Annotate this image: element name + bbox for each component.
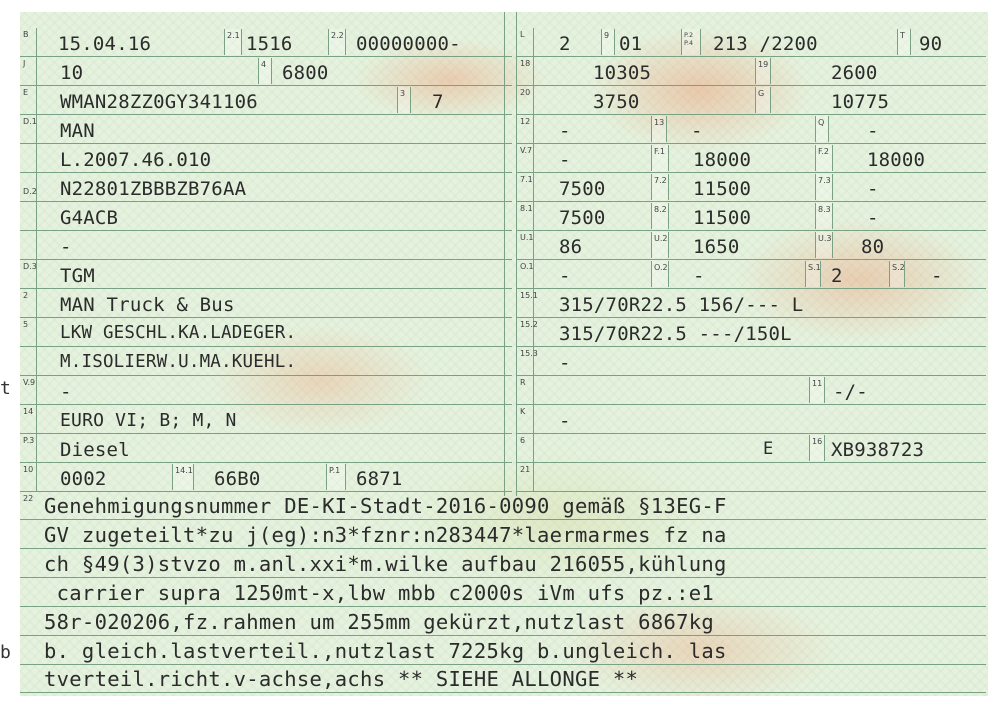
remarks-rule: [20, 519, 986, 520]
field-value: -: [693, 265, 705, 287]
field-value: LKW GESCHL.KA.LADEGER.: [60, 323, 297, 343]
field-row-B: [20, 28, 512, 57]
field-key: U.2: [651, 232, 669, 258]
field-value: 10: [60, 62, 84, 84]
field-value: 10305: [593, 62, 652, 84]
field-key: 2.1: [224, 29, 242, 55]
field-key: S.2: [889, 261, 905, 287]
field-key: 7.3: [815, 174, 833, 200]
field-row-V9: [20, 376, 512, 405]
remarks-line: ch §49(3)stvzo m.anl.xxi*m.wilke aufbau 216055,kühlung: [44, 552, 727, 576]
field-row-15-1: [517, 289, 986, 318]
field-key: 10: [20, 463, 37, 491]
field-key: 8.1: [517, 202, 534, 230]
scan-border-top: [0, 0, 1000, 12]
field-key: 20: [517, 86, 534, 114]
field-key: D.3: [20, 260, 37, 288]
field-value: -: [559, 410, 571, 432]
field-key: 9: [601, 29, 615, 55]
registration-date: 15.04.16: [58, 33, 152, 55]
field-row-D3: [20, 260, 512, 289]
field-row-12: [517, 115, 986, 144]
field-value: 7: [432, 91, 444, 113]
field-value: 11500: [693, 207, 752, 229]
remarks-line: Genehmigungsnummer DE-KI-Stadt-2016-0090 gemäß §13EG-F: [44, 494, 727, 518]
field-value: 18000: [867, 149, 926, 171]
field-row-10: [20, 463, 512, 492]
field-key: Q: [815, 116, 829, 142]
field-value: -: [867, 120, 879, 142]
field-key: 2: [20, 289, 37, 317]
field-key-spacer: [20, 347, 37, 375]
field-value: 01: [619, 33, 643, 55]
field-row-K: [517, 405, 986, 434]
field-value: 86: [559, 236, 583, 258]
field-row-2: [20, 289, 512, 318]
field-key: G: [755, 87, 771, 113]
field-row-20: [517, 86, 986, 115]
field-value: 7500: [559, 178, 606, 200]
field-value: 00000000-: [356, 33, 461, 55]
remarks-rule: [20, 577, 986, 578]
field-key: 14: [20, 405, 37, 433]
field-row-21: [517, 463, 986, 492]
field-value: 6871: [356, 468, 403, 490]
field-key: P.2 P.4: [681, 29, 701, 55]
tyre-value: 315/70R22.5 156/--- L: [559, 294, 804, 316]
field-value: -: [931, 265, 943, 287]
field-row-D2-3: [20, 202, 512, 231]
field-value: E: [763, 439, 774, 459]
field-key-spacer: [20, 144, 37, 173]
field-key: P.3: [20, 434, 37, 462]
field-key: 8.3: [815, 203, 833, 229]
field-key: J: [20, 57, 37, 85]
field-key: D.2: [20, 173, 37, 201]
field-row-14: [20, 405, 512, 434]
remarks-line: b. gleich.lastverteil.,nutzlast 7225kg b.ungleich. las: [44, 639, 727, 663]
field-key: 7.1: [517, 173, 534, 201]
field-value: -: [559, 352, 571, 374]
field-value: -: [559, 149, 571, 171]
field-key: 21: [517, 463, 534, 491]
field-value: -: [867, 207, 879, 229]
field-value: 66B0: [214, 468, 261, 490]
field-row-6: [517, 434, 986, 463]
margin-mark-b: b: [0, 642, 11, 663]
field-row-U1: [517, 231, 986, 260]
field-key: U.1: [517, 231, 534, 259]
field-key-spacer: [20, 231, 37, 259]
field-key: 5: [20, 318, 37, 346]
remarks-rule: [20, 548, 986, 549]
field-row-E: [20, 86, 512, 115]
field-row-8-1: [517, 202, 986, 231]
field-value: 2: [559, 33, 571, 55]
field-row-D2-1: [20, 144, 512, 173]
field-row-15-2: [517, 318, 986, 347]
tyre-value: 315/70R22.5 ---/150L: [559, 323, 792, 345]
field-value: MAN: [60, 120, 95, 142]
field-key: L: [517, 28, 534, 56]
field-key: V.9: [20, 376, 37, 404]
field-key: O.2: [651, 261, 669, 287]
field-row-7-1: [517, 173, 986, 202]
field-key: 13: [651, 116, 667, 142]
field-key: B: [20, 28, 37, 56]
field-key: P.1: [326, 464, 346, 490]
manufacturer-value: MAN Truck & Bus: [60, 294, 235, 316]
field-row-D1: [20, 115, 512, 144]
field-key: 14.1: [172, 464, 194, 490]
field-key: V.7: [517, 144, 534, 172]
remarks-rule: [20, 635, 986, 636]
field-key: S.1: [805, 261, 821, 287]
field-value: -/-: [833, 381, 868, 403]
field-key: 15.1: [517, 289, 534, 317]
field-row-R: [517, 376, 986, 405]
field-value: -: [559, 265, 571, 287]
field-value: -: [691, 120, 703, 142]
field-value: 3750: [593, 91, 640, 113]
field-value: 2600: [831, 62, 878, 84]
field-row-D2-2: [20, 173, 512, 202]
field-row-V7: [517, 144, 986, 173]
field-value: 213 /2200: [713, 33, 818, 55]
field-value: 2: [831, 265, 843, 287]
field-key: 19: [755, 58, 771, 84]
field-value: -: [60, 381, 72, 403]
field-value: 10775: [831, 91, 890, 113]
field-value: G4ACB: [60, 207, 119, 229]
remarks-rule: [20, 664, 986, 665]
field-key: 16: [809, 435, 825, 461]
field-key: 12: [517, 115, 534, 143]
scan-border-bottom: [0, 696, 1000, 712]
field-key: E: [20, 86, 37, 114]
field-row-5-1: [20, 318, 512, 347]
field-key: 15.3: [517, 347, 534, 375]
field-key-spacer: [20, 202, 37, 230]
field-key: T: [897, 29, 911, 55]
field-row-D2-4: [20, 231, 512, 260]
field-key: 22: [23, 494, 34, 503]
field-key: D.1: [20, 115, 37, 143]
field-value: 11500: [693, 178, 752, 200]
field-row-P3: [20, 434, 512, 463]
field-value: L.2007.46.010: [60, 149, 212, 171]
field-value: 18000: [693, 149, 752, 171]
field-row-J: [20, 57, 512, 86]
field-key: F.2: [815, 145, 833, 171]
scan-border-left: [0, 0, 20, 712]
field-key: 2.2: [328, 29, 346, 55]
field-value: TGM: [60, 265, 95, 287]
field-key: 3: [397, 87, 411, 113]
field-value: -: [60, 236, 72, 258]
field-key: R: [517, 376, 534, 404]
field-key: U.3: [815, 232, 833, 258]
field-value: M.ISOLIERW.U.MA.KUEHL.: [60, 352, 297, 372]
field-value: N22801ZBBBZB76AA: [60, 178, 247, 200]
remarks-line: 58r-020206,fz.rahmen um 255mm gekürzt,nutzlast 6867kg: [44, 610, 715, 634]
field-value: 1516: [246, 33, 293, 55]
field-value: EURO VI; B; M, N: [60, 410, 237, 431]
field-key: 11: [809, 377, 825, 403]
field-value: 6800: [282, 62, 329, 84]
remarks-line: tverteil.richt.v-achse,achs ** SIEHE ALLONGE **: [44, 667, 639, 691]
fuel-value: Diesel: [60, 439, 130, 461]
remarks-line: GV zugeteilt*zu j(eg):n3*fznr:n283447*laermarmes fz na: [44, 523, 727, 547]
field-value: 0002: [60, 468, 107, 490]
remarks-rule: [20, 692, 986, 693]
field-value: 1650: [693, 236, 740, 258]
field-row-18: [517, 57, 986, 86]
field-row-15-3: [517, 347, 986, 376]
field-row-L: [517, 28, 986, 57]
field-key: F.1: [651, 145, 669, 171]
field-key: 18: [517, 57, 534, 85]
field-row-5-2: [20, 347, 512, 376]
field-value: 7500: [559, 207, 606, 229]
field-value: -: [559, 120, 571, 142]
scan-border-right: [988, 0, 1000, 712]
field-key: 8.2: [651, 203, 669, 229]
remarks-line: carrier supra 1250mt-x,lbw mbb c2000s iVm ufs pz.:e1: [44, 581, 715, 605]
vin-value: WMAN28ZZ0GY341106: [60, 91, 258, 113]
field-value: 80: [861, 236, 885, 258]
field-value: XB938723: [831, 439, 925, 461]
field-row-O1: [517, 260, 986, 289]
field-value: 90: [919, 33, 943, 55]
field-key: 7.2: [651, 174, 669, 200]
field-key: O.1: [517, 260, 534, 288]
remarks-rule: [20, 606, 986, 607]
field-key: 4: [258, 58, 272, 84]
field-value: -: [867, 178, 879, 200]
field-key: 6: [517, 434, 534, 462]
field-key: 15.2: [517, 318, 534, 346]
field-key: K: [517, 405, 534, 433]
margin-mark-t: t: [0, 378, 11, 399]
